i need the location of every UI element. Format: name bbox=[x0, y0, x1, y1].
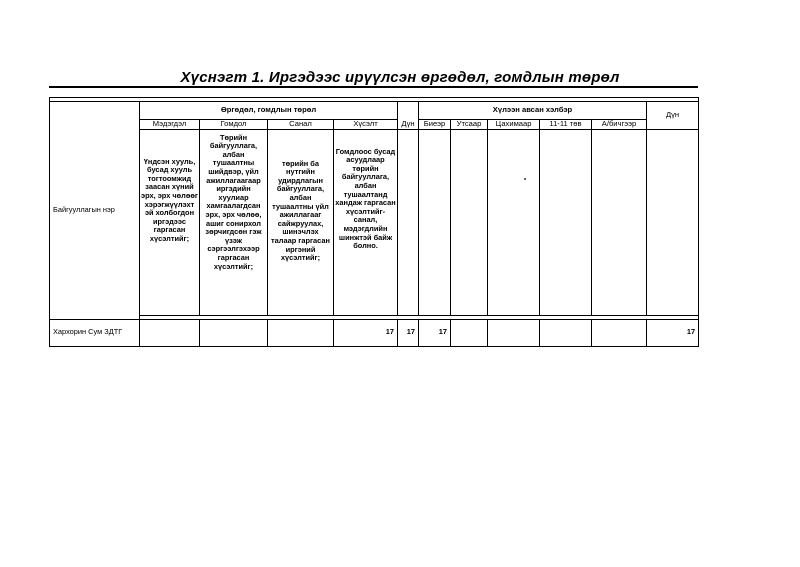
row-gomdol bbox=[200, 319, 268, 346]
desc-bieer bbox=[419, 129, 451, 315]
total-header-1: Дүн bbox=[398, 102, 419, 130]
desc-huselt: Гомдлоос бусад асуудлаар төрийн байгууллага, албан тушаалтанд хандаж гаргасан хүсэлтийг- санал, мэдэгдлийн шинжтэй байж болно. bbox=[334, 129, 398, 315]
row-medegdel bbox=[140, 319, 200, 346]
channel-header-tsahimaar: Цахимаар bbox=[488, 120, 540, 130]
desc-total-1 bbox=[398, 129, 419, 315]
row-bichgeer bbox=[592, 319, 647, 346]
type-header-gomdol: Гомдол bbox=[200, 120, 268, 130]
desc-sanal: төрийн ба нутгийн удирдлагын байгууллага, албан тушаалтны үйл ажиллагааг сайжруулах, шинэчлэх талаар гаргасан иргэний хүсэлтийг; bbox=[268, 129, 334, 315]
table-title: Хүснэгт 1. Иргэдээс ирүүлсэн өргөдөл, гомдлын төрөл bbox=[180, 69, 620, 86]
group-header-types: Өргөдөл, гомдлын төрөл bbox=[140, 102, 398, 120]
channel-header-1111: 11-11 төв bbox=[540, 120, 592, 130]
org-name-header: Байгууллагын нэр bbox=[50, 102, 140, 320]
title-underline bbox=[49, 86, 698, 88]
row-org-name: Хархорин Сум ЗДТГ bbox=[50, 319, 140, 346]
group-header-channels: Хүлээн авсан хэлбэр bbox=[419, 102, 647, 120]
desc-bichgeer bbox=[592, 129, 647, 315]
channel-header-bieer: Биеэр bbox=[419, 120, 451, 130]
table-row bbox=[50, 319, 699, 346]
row-utsaar bbox=[451, 319, 488, 346]
row-1111 bbox=[540, 319, 592, 346]
desc-total-2 bbox=[647, 129, 699, 315]
type-header-huselt: Хүсэлт bbox=[334, 120, 398, 130]
row-total-2: 17 bbox=[647, 319, 699, 346]
desc-tsahimaar bbox=[488, 129, 540, 315]
complaints-table bbox=[49, 97, 699, 347]
channel-header-bichgeer: А/бичгээр bbox=[592, 120, 647, 130]
row-bieer: 17 bbox=[419, 319, 451, 346]
desc-gomdol: Төрийн байгууллага, албан тушаалтны шийдвэр, үйл ажиллагаагаар иргэдийн хуулиар хамгаалагдсан эрх, эрх чөлөө, ашиг сонирхол зөрчигдсөн гэж үзэж сэргээлгэхээр гаргасан хүсэлтийг; bbox=[200, 129, 268, 315]
type-header-sanal: Санал bbox=[268, 120, 334, 130]
channel-header-utsaar: Утсаар bbox=[451, 120, 488, 130]
row-total-1: 17 bbox=[398, 319, 419, 346]
total-header-2: Дүн bbox=[647, 102, 699, 130]
type-header-medegdel: Мэдэгдэл bbox=[140, 120, 200, 130]
row-tsahimaar bbox=[488, 319, 540, 346]
row-sanal bbox=[268, 319, 334, 346]
row-huselt: 17 bbox=[334, 319, 398, 346]
desc-1111 bbox=[540, 129, 592, 315]
desc-utsaar bbox=[451, 129, 488, 315]
desc-medegdel: Үндсэн хууль, бусад хууль тогтоомжид заасан хүний эрх, эрх чөлөөг хэрэгжүүлэхт эй холбогдон иргэдээс гаргасан хүсэлтийг; bbox=[140, 129, 200, 315]
